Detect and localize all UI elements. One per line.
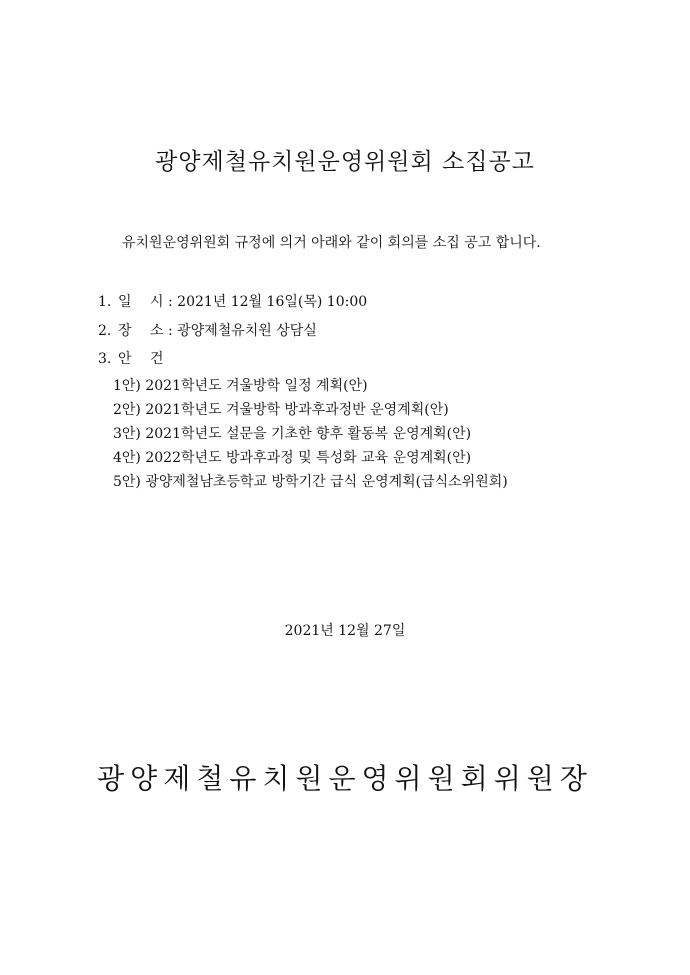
item-label: 장 소: [118, 323, 164, 339]
item-number: 3.: [98, 351, 112, 367]
item-label: 안 건: [118, 351, 164, 367]
agenda-number: 5안): [113, 474, 141, 490]
notice-intro: 유치원운영위원회 규정에 의거 아래와 같이 회의를 소집 공고 합니다.: [122, 235, 541, 251]
agenda-text: 2021학년도 겨울방학 방과후과정반 운영계획(안): [145, 402, 449, 418]
item-value: : 광양제철유치원 상담실: [168, 323, 317, 339]
item-value: : 2021년 12월 16일(목) 10:00: [168, 294, 368, 310]
agenda-number: 1안): [113, 378, 141, 394]
agenda-item-2: [113, 399, 449, 419]
notice-title: 광양제철유치원운영위원회 소집공고: [155, 149, 535, 175]
agenda-item-3: [113, 423, 471, 443]
agenda-number: 3안): [113, 426, 141, 442]
agenda-text: 2021학년도 겨울방학 일정 계획(안): [145, 378, 368, 394]
item-place: [98, 320, 317, 340]
item-agenda: [98, 348, 168, 368]
agenda-number: 4안): [113, 450, 141, 466]
item-label: 일 시: [118, 294, 164, 310]
notice-date: 2021년 12월 27일: [284, 623, 406, 639]
agenda-item-4: [113, 447, 471, 467]
agenda-text: 2022학년도 방과후과정 및 특성화 교육 운영계획(안): [145, 450, 472, 466]
agenda-item-5: [113, 471, 508, 491]
signature: 광양제철유치원운영위원회위원장: [97, 762, 593, 795]
item-number: 1.: [98, 294, 112, 310]
agenda-item-1: [113, 375, 368, 395]
agenda-number: 2안): [113, 402, 141, 418]
agenda-text: 광양제철남초등학교 방학기간 급식 운영계획(급식소위원회): [145, 474, 508, 490]
item-date-time: [98, 291, 367, 311]
agenda-text: 2021학년도 설문을 기초한 향후 활동복 운영계획(안): [145, 426, 472, 442]
item-number: 2.: [98, 323, 112, 339]
